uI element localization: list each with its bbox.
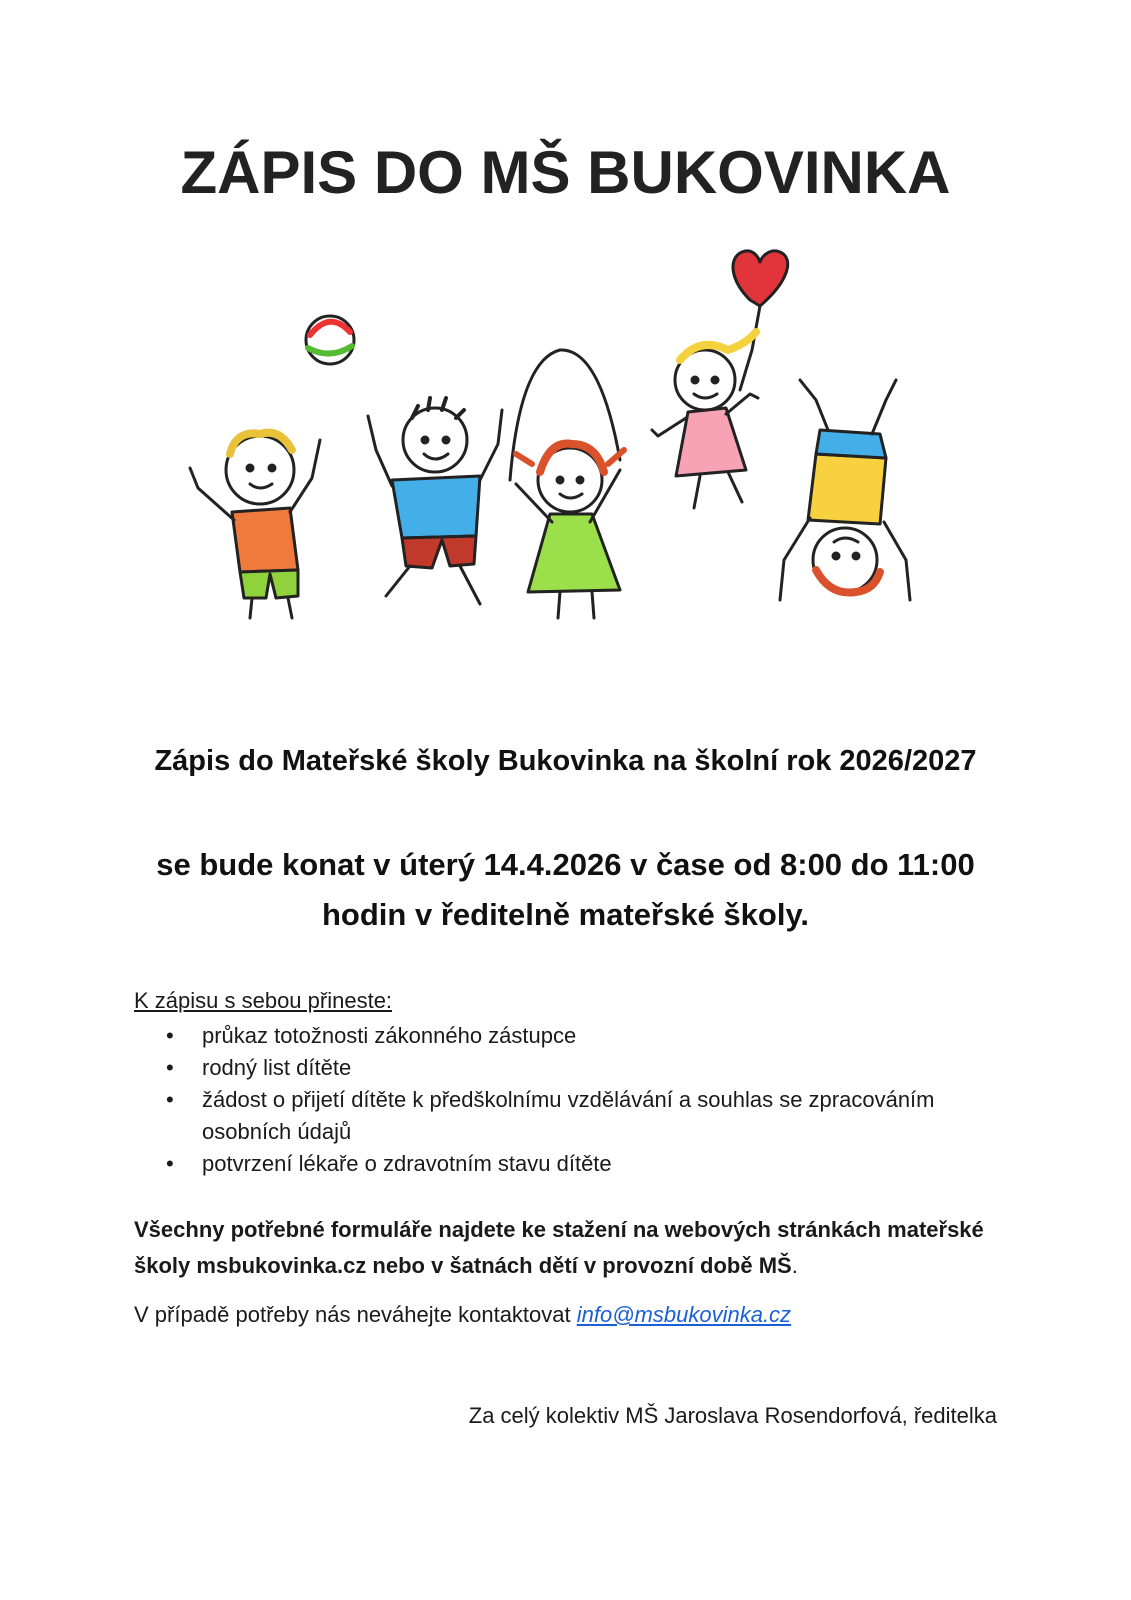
signature: Za celý kolektiv MŠ Jaroslava Rosendorfová, ředitelka bbox=[468, 1403, 997, 1428]
bring-list-section bbox=[134, 988, 1014, 1180]
forms-note bbox=[134, 1212, 994, 1284]
when-line-1: se bude konat v úterý 14.4.2026 v čase od 8:00 do 11:00 bbox=[156, 847, 975, 882]
enrollment-subtitle: Zápis do Mateřské školy Bukovinka na školní rok 2026/2027 bbox=[154, 745, 977, 777]
bring-list bbox=[134, 1020, 1014, 1180]
list-item: • potvrzení lékaře o zdravotním stavu dítěte bbox=[202, 1148, 1014, 1180]
heart-balloon-icon bbox=[733, 251, 788, 390]
contact-text: V případě potřeby nás neváhejte kontaktovat bbox=[134, 1302, 577, 1327]
children-illustration bbox=[180, 240, 940, 620]
list-item: • žádost o přijetí dítěte k předškolnímu vzdělávání a souhlas se zpracováním osobních údajů bbox=[202, 1084, 1014, 1148]
child-orange-shirt bbox=[190, 433, 320, 618]
child-blue-shirt bbox=[368, 398, 502, 604]
list-item: • rodný list dítěte bbox=[202, 1052, 1014, 1084]
ball-icon bbox=[306, 316, 354, 364]
when-line-2: hodin v ředitelně mateřské školy. bbox=[322, 897, 809, 932]
bring-heading: K zápisu s sebou přineste: bbox=[134, 988, 393, 1013]
enrollment-when bbox=[0, 840, 1131, 940]
contact-line bbox=[134, 1302, 994, 1328]
child-pink-dress bbox=[652, 332, 758, 508]
forms-note-end: . bbox=[791, 1253, 798, 1278]
child-green-dress bbox=[516, 444, 624, 618]
forms-note-bold: Všechny potřebné formuláře najdete ke stažení na webových stránkách mateřské školy msbukovinka.cz nebo v šatnách dětí v provozní době MŠ bbox=[134, 1217, 984, 1278]
child-upside-down bbox=[780, 380, 910, 600]
page-title: ZÁPIS DO MŠ BUKOVINKA bbox=[180, 139, 951, 206]
list-item: • průkaz totožnosti zákonného zástupce bbox=[202, 1020, 1014, 1052]
email-link[interactable]: info@msbukovinka.cz bbox=[576, 1302, 792, 1327]
